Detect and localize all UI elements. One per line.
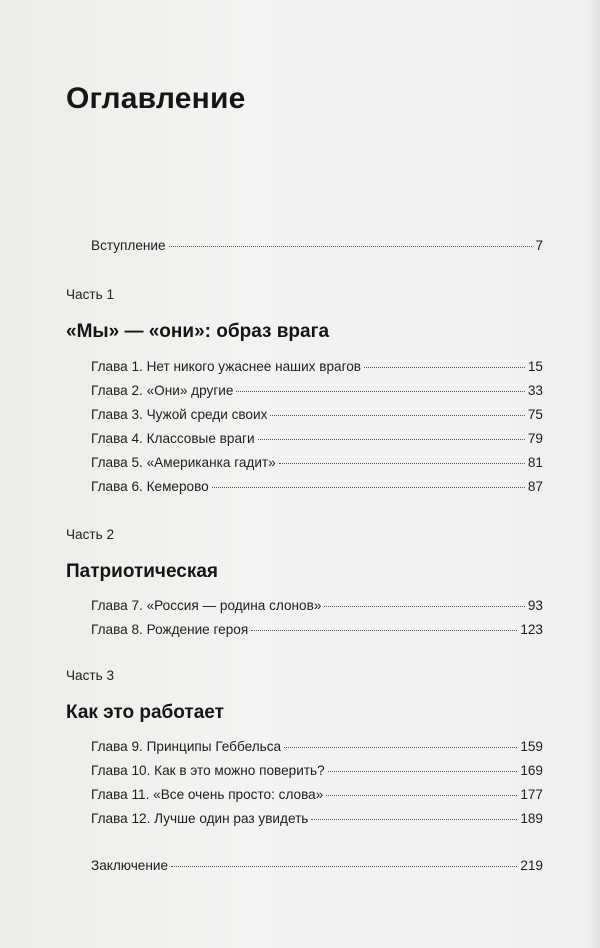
part-1-title: «Мы» — «они»: образ врага — [66, 321, 330, 342]
toc-entry-page: 7 — [535, 238, 543, 253]
dot-leader — [364, 367, 525, 368]
dot-leader — [279, 463, 525, 464]
toc-entry-label: Глава 10. Как в это можно поверить? — [91, 763, 325, 778]
part-3-title: Как это работает — [66, 702, 224, 723]
dot-leader — [251, 630, 517, 631]
toc-entry-page: 33 — [527, 383, 543, 398]
dot-leader — [328, 771, 518, 772]
dot-leader — [284, 747, 517, 748]
toc-entry-label: Глава 4. Классовые враги — [91, 431, 255, 446]
toc-entry-conclusion[interactable] — [91, 856, 543, 876]
toc-entry-label: Вступление — [91, 238, 166, 253]
toc-entry-label: Глава 9. Принципы Геббельса — [91, 739, 282, 754]
toc-entry-chapter-12[interactable] — [91, 809, 543, 829]
toc-entry-page: 219 — [520, 858, 543, 873]
dot-leader — [326, 795, 517, 796]
toc-entry-chapter-10[interactable] — [91, 761, 543, 781]
toc-entry-chapter-9[interactable] — [91, 737, 543, 757]
toc-entry-page: 159 — [520, 739, 543, 754]
toc-entry-page: 177 — [520, 787, 543, 802]
toc-entry-page: 79 — [527, 431, 543, 446]
toc-entry-label: Глава 12. Лучше один раз увидеть — [91, 811, 309, 826]
page-edge-shadow — [586, 0, 600, 948]
toc-entry-label: Глава 1. Нет никого ужаснее наших врагов — [91, 359, 362, 374]
toc-entry-label: Глава 7. «Россия — родина слонов» — [91, 598, 322, 613]
toc-entry-chapter-1[interactable] — [91, 357, 543, 377]
toc-entry-intro[interactable] — [91, 236, 543, 256]
part-3-label: Часть 3 — [66, 668, 115, 683]
toc-entry-chapter-3[interactable] — [91, 405, 543, 425]
toc-entry-chapter-2[interactable] — [91, 381, 543, 401]
toc-entry-page: 169 — [520, 763, 543, 778]
part-2-label: Часть 2 — [66, 527, 115, 542]
toc-entry-page: 15 — [527, 359, 543, 374]
toc-entry-label: Глава 3. Чужой среди своих — [91, 407, 268, 422]
toc-entry-label: Глава 11. «Все очень просто: слова» — [91, 787, 324, 802]
toc-entry-chapter-6[interactable] — [91, 477, 543, 497]
dot-leader — [171, 866, 517, 867]
dot-leader — [236, 391, 524, 392]
dot-leader — [311, 819, 517, 820]
toc-entry-page: 75 — [527, 407, 543, 422]
dot-leader — [169, 246, 533, 247]
toc-entry-chapter-8[interactable] — [91, 620, 543, 640]
part-1-label: Часть 1 — [66, 287, 115, 302]
part-2-title: Патриотическая — [66, 561, 219, 582]
toc-entry-chapter-4[interactable] — [91, 429, 543, 449]
dot-leader — [270, 415, 524, 416]
toc-entry-page: 189 — [520, 811, 543, 826]
toc-entry-chapter-5[interactable] — [91, 453, 543, 473]
toc-entry-chapter-7[interactable] — [91, 596, 543, 616]
page-title: Оглавление — [66, 82, 246, 115]
dot-leader — [324, 606, 524, 607]
toc-entry-page: 93 — [527, 598, 543, 613]
toc-entry-page: 123 — [520, 622, 543, 637]
toc-entry-label: Глава 5. «Американка гадит» — [91, 455, 276, 470]
toc-entry-page: 87 — [527, 479, 543, 494]
toc-entry-label: Заключение — [91, 858, 169, 873]
toc-entry-page: 81 — [527, 455, 543, 470]
dot-leader — [258, 439, 525, 440]
dot-leader — [212, 487, 525, 488]
toc-entry-chapter-11[interactable] — [91, 785, 543, 805]
toc-entry-label: Глава 8. Рождение героя — [91, 622, 249, 637]
toc-entry-label: Глава 2. «Они» другие — [91, 383, 234, 398]
toc-entry-label: Глава 6. Кемерово — [91, 479, 209, 494]
